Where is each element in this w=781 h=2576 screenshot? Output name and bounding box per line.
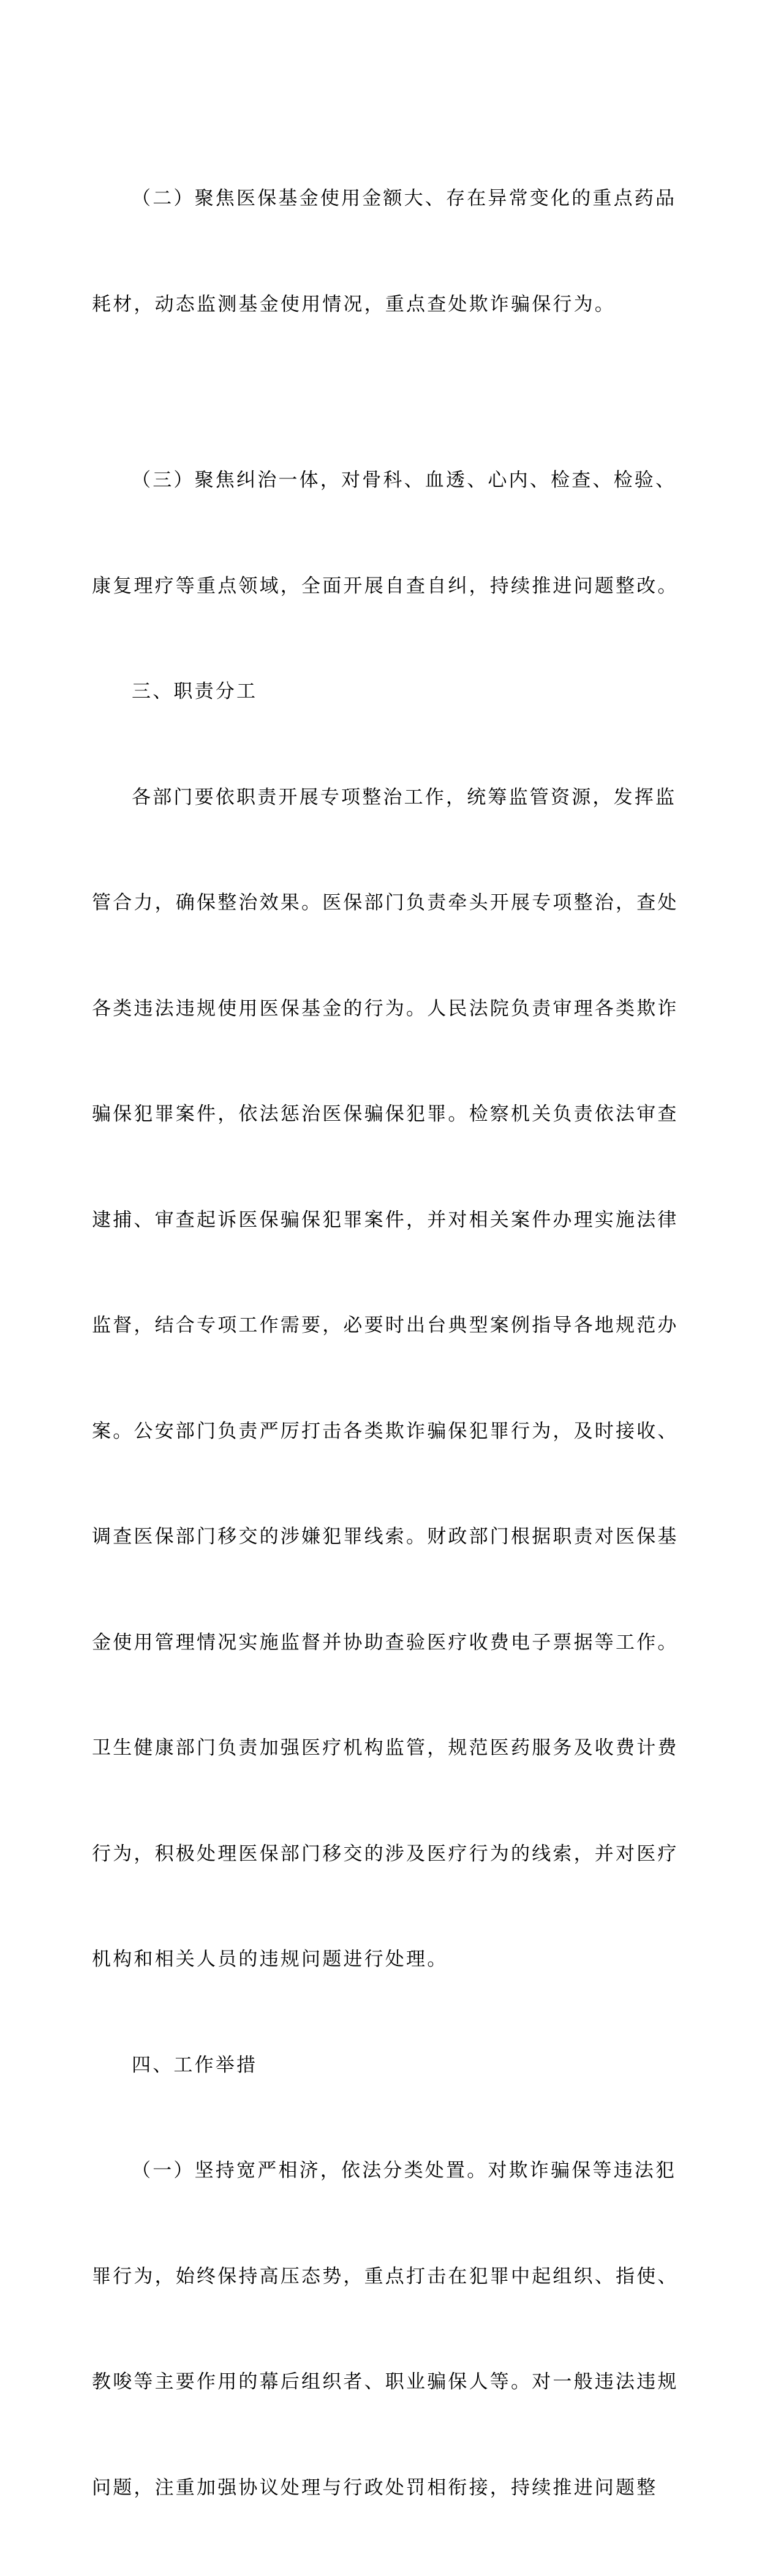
text-line: 管合力，确保整治效果。医保部门负责牵头开展专项整治，查处 (92, 892, 679, 914)
text-line: （二）聚焦医保基金使用金额大、存在异常变化的重点药品 (132, 187, 677, 209)
text-line: 行为，积极处理医保部门移交的涉及医疗行为的线索，并对医疗 (92, 1842, 679, 1865)
text-line: 金使用管理情况实施监督并协助查验医疗收费电子票据等工作。 (92, 1631, 679, 1654)
text-line: 逮捕、审查起诉医保骗保犯罪案件，并对相关案件办理实施法律 (92, 1208, 679, 1231)
text-line: 骗保犯罪案件，依法惩治医保骗保犯罪。检察机关负责依法审查 (92, 1103, 679, 1125)
text-line: 各部门要依职责开展专项整治工作，统筹监管资源，发挥监 (132, 786, 677, 808)
text-line: 调查医保部门移交的涉嫌犯罪线索。财政部门根据职责对医保基 (92, 1526, 679, 1548)
paragraph-responsibilities (92, 710, 679, 2048)
text-line: 耗材，动态监测基金使用情况，重点查处欺诈骗保行为。 (92, 293, 616, 315)
text-line: 罪行为，始终保持高压态势，重点打击在犯罪中起组织、指使、 (92, 2265, 679, 2288)
text-line: （三）聚焦纠治一体，对骨科、血透、心内、检查、检验、 (132, 469, 677, 491)
paragraph-measures (92, 2083, 679, 2576)
text-line: 问题，注重加强协议处理与行政处罚相衔接，持续推进问题整 (92, 2476, 658, 2499)
text-line: 教唆等主要作用的幕后组织者、职业骗保人等。对一般违法违规 (92, 2371, 679, 2393)
text-line: 各类违法违规使用医保基金的行为。人民法院负责审理各类欺诈 (92, 997, 679, 1020)
paragraph-focus-drugs (92, 111, 677, 393)
text-line: 机构和相关人员的违规问题进行处理。 (92, 1948, 448, 1970)
section-heading-measures: 四、工作举措 (132, 2054, 258, 2076)
section-heading-responsibilities: 三、职责分工 (132, 680, 258, 702)
paragraph-focus-fields (92, 393, 679, 674)
text-line: 监督，结合专项工作需要，必要时出台典型案例指导各地规范办 (92, 1314, 679, 1336)
text-line: 康复理疗等重点领域，全面开展自查自纠，持续推进问题整改。 (92, 574, 679, 597)
text-line: 案。公安部门负责严厉打击各类欺诈骗保犯罪行为，及时接收、 (92, 1420, 679, 1442)
text-line: 卫生健康部门负责加强医疗机构监管，规范医药服务及收费计费 (92, 1737, 679, 1759)
text-line: （一）坚持宽严相济，依法分类处置。对欺诈骗保等违法犯 (132, 2160, 677, 2182)
document-body (92, 111, 679, 2576)
